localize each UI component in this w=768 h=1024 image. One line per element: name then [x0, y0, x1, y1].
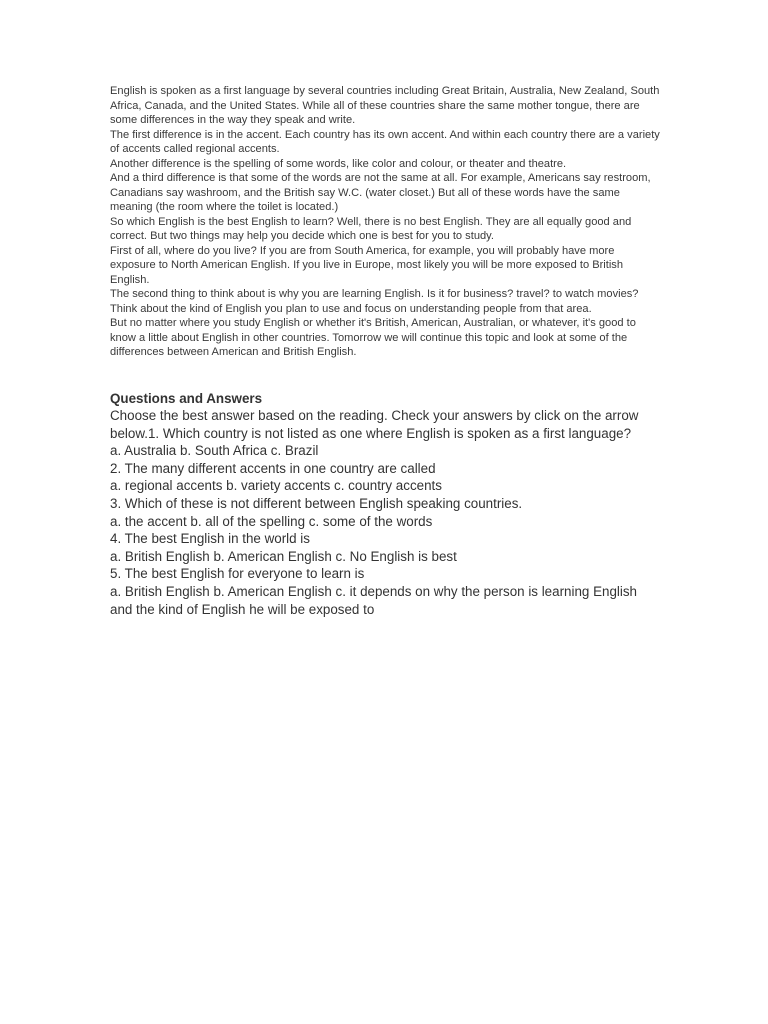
answer-options-3: a. the accent b. all of the spelling c. some of the words: [110, 513, 433, 529]
question-2: 2. The many different accents in one country are called: [110, 460, 436, 476]
reading-paragraph: And a third difference is that some of the words are not the same at all. For example, Americans say restroom, Canadians say washroom, and the British say W.C. (water closet.) But all of these words have the same meaning (the room where the toilet is located.): [110, 172, 651, 213]
reading-paragraph: So which English is the best English to learn? Well, there is no best English. They are all equally good and correct. But two things may help you decide which one is best for you to study.: [110, 215, 632, 242]
reading-paragraph: But no matter where you study English or whether it's British, American, Australian, or whatever, it's good to know a little about English in other countries. Tomorrow we will continue this topic and look at some of the differences between American and British English.: [110, 317, 636, 358]
question-3: 3. Which of these is not different between English speaking countries.: [110, 496, 523, 512]
answer-options-1: a. Australia b. South Africa c. Brazil: [110, 443, 319, 459]
question-4: 4. The best English in the world is: [110, 531, 310, 547]
questions-section: [110, 390, 660, 619]
question-5: 5. The best English for everyone to learn is: [110, 566, 365, 582]
section-heading: Questions and Answers: [110, 390, 263, 406]
reading-paragraph: First of all, where do you live? If you are from South America, for example, you will probably have more exposure to North American English. If you live in Europe, most likely you will be more exposed to British English.: [110, 244, 624, 286]
document-page: [110, 84, 660, 618]
reading-paragraph: English is spoken as a first language by several countries including Great Britain, Australia, New Zealand, South Africa, Canada, and the United States. While all of these countries share the same mother tongue, there are some differences in the way they speak and write.: [110, 85, 660, 126]
reading-passage: [110, 84, 660, 360]
answer-options-2: a. regional accents b. variety accents c. country accents: [110, 478, 442, 494]
reading-paragraph: The first difference is in the accent. Each country has its own accent. And within each country there are a variety of accents called regional accents.: [110, 128, 660, 155]
reading-paragraph: The second thing to think about is why you are learning English. Is it for business? travel? to watch movies? Think about the kind of English you plan to use and focus on understanding people from that area.: [110, 288, 639, 315]
reading-paragraph: Another difference is the spelling of some words, like color and colour, or theater and theatre.: [110, 157, 567, 170]
answer-options-4: a. British English b. American English c. No English is best: [110, 548, 457, 564]
instructions-and-question-1: Choose the best answer based on the reading. Check your answers by click on the arrow below.1. Which country is not listed as one where English is spoken as a first language?: [110, 408, 639, 441]
answer-options-5: a. British English b. American English c. it depends on why the person is learning English and the kind of English he will be exposed to: [110, 584, 637, 617]
